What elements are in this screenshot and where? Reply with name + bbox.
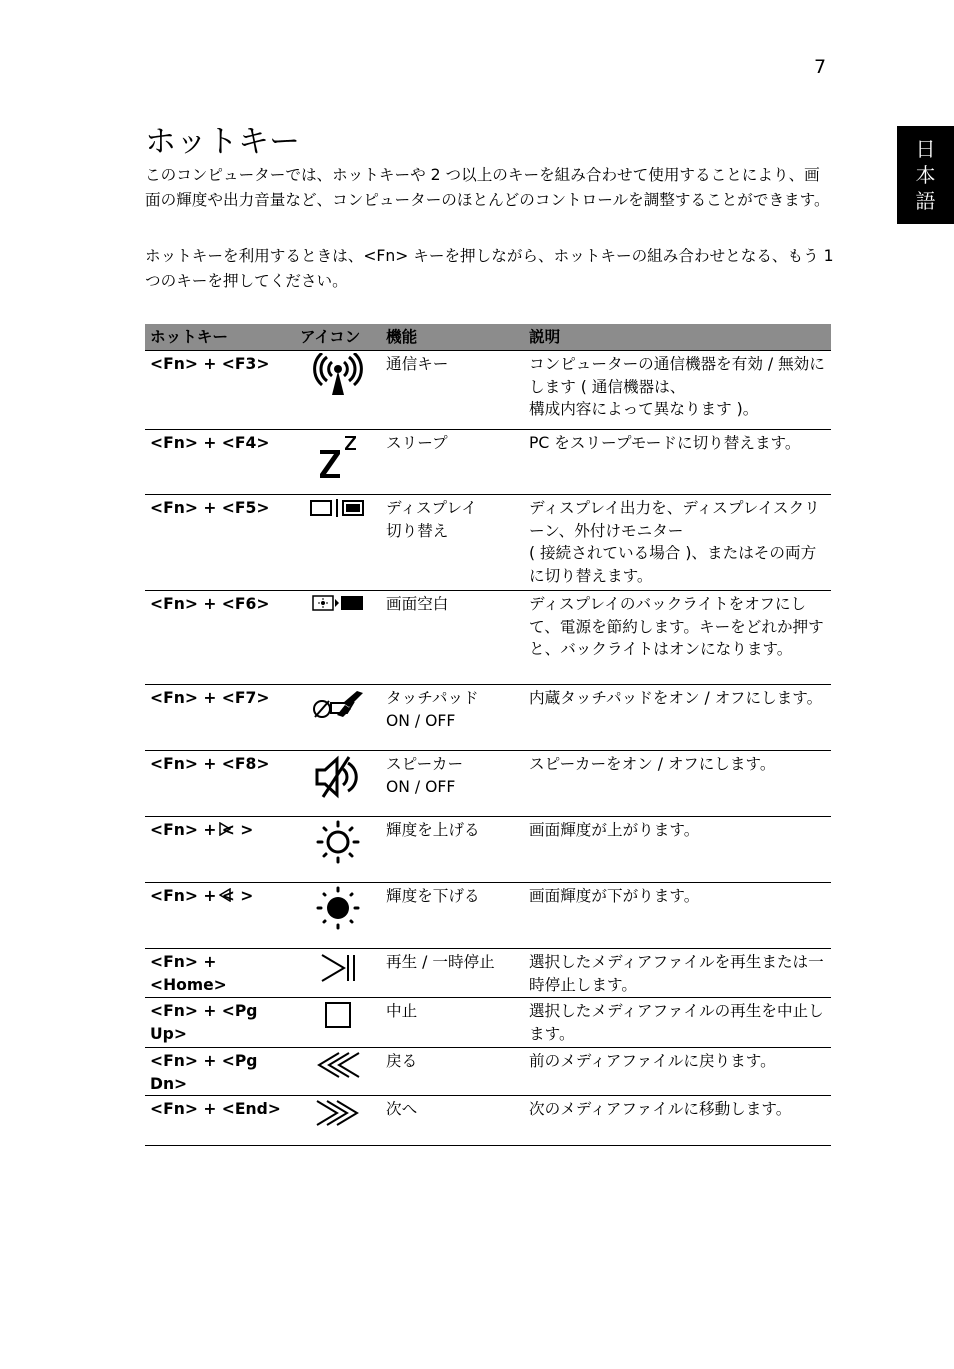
description-cell: ディスプレイのバックライトをオフにして、電源を節約します。キーをどれか押すと、バックライトはオンになります。 [524,591,831,685]
function-cell: 次へ [381,1096,524,1146]
hotkey-cell: <Fn> + <F8> [145,751,295,817]
table-row [145,685,831,751]
description-cell: 画面輝度が上がります。 [524,817,831,883]
function-cell: 中止 [381,998,524,1048]
function-cell: 戻る [381,1048,524,1096]
display-toggle-icon [309,497,367,519]
description-cell: スピーカーをオン / オフにします。 [524,751,831,817]
table-row [145,949,831,998]
table-row [145,1096,831,1146]
description-cell: ディスプレイ出力を、ディスプレイスクリーン、外付けモニター ( 接続されている場合 )、またはその両方に切り替えます。 [524,495,831,591]
table-row [145,495,831,591]
table-row [145,998,831,1048]
stop-icon [323,1000,353,1030]
function-cell: 輝度を上げる [381,817,524,883]
hotkey-cell: <Fn> + <F7> [145,685,295,751]
table-row [145,1048,831,1096]
description-cell: 前のメディアファイルに戻ります。 [524,1048,831,1096]
function-cell: ディスプレイ 切り替え [381,495,524,591]
function-cell: 画面空白 [381,591,524,685]
hotkey-cell: <Fn> + <Pg Up> [145,998,295,1048]
hotkey-cell: <Fn> + <F6> [145,591,295,685]
table-row [145,751,831,817]
speaker-toggle-icon [311,753,365,801]
function-cell: 再生 / 一時停止 [381,949,524,998]
page-title: ホットキー [145,124,300,160]
hotkey-table [145,324,831,1146]
language-tab-char: 日 [915,137,936,161]
description-cell: PC をスリープモードに切り替えます。 [524,430,831,495]
table-row [145,817,831,883]
function-cell: タッチパッド ON / OFF [381,685,524,751]
description-cell: 内蔵タッチパッドをオン / オフにします。 [524,685,831,751]
sleep-icon [315,432,361,480]
play-pause-icon [316,951,360,985]
previous-icon [315,1050,361,1080]
function-cell: 輝度を下げる [381,883,524,949]
table-row [145,591,831,685]
right-triangle-outline-icon [219,822,231,836]
table-header-row [145,324,831,351]
description-cell: コンピューターの通信機器を有効 / 無効にします ( 通信機器は、 構成内容によって異なります )。 [524,351,831,430]
function-cell: スリープ [381,430,524,495]
table-row [145,351,831,430]
table-row [145,430,831,495]
hotkey-cell: <Fn> + <Pg Dn> [145,1048,295,1096]
hotkey-cell: <Fn> + <Home> [145,949,295,998]
hotkey-cell: <Fn> + <F5> [145,495,295,591]
intro-paragraph: このコンピューターでは、ホットキーや 2 つ以上のキーを組み合わせて使用することにより、画面の輝度や出力音量など、コンピューターのほとんどのコントロールを調整することができます。 [145,166,830,209]
function-cell: スピーカー ON / OFF [381,751,524,817]
brightness-down-icon [314,885,362,931]
intro-paragraph: ホットキーを利用するときは、<Fn> キーを押しながら、ホットキーの組み合わせとなる、もう 1 つのキーを押してください。 [145,247,834,290]
function-cell: 通信キー [381,351,524,430]
description-cell: 選択したメディアファイルの再生を中止します。 [524,998,831,1048]
hotkey-cell: <Fn> + <End> [145,1096,295,1146]
header-description: 説明 [524,324,831,351]
screen-blank-icon [311,593,365,613]
language-tab-char: 語 [915,189,936,213]
wireless-communication-icon [309,353,367,397]
language-tab-char: 本 [915,163,936,187]
touchpad-toggle-icon [309,687,367,723]
hotkey-cell: <Fn> + <F3> [145,351,295,430]
description-cell: 次のメディアファイルに移動します。 [524,1096,831,1146]
next-icon [315,1098,361,1128]
hotkey-cell: <Fn> + <F4> [145,430,295,495]
description-cell: 画面輝度が下がります。 [524,883,831,949]
description-cell: 選択したメディアファイルを再生または一時停止します。 [524,949,831,998]
table-row [145,883,831,949]
header-hotkey: ホットキー [145,324,295,351]
header-icon: アイコン [295,324,381,351]
language-tab [897,126,954,224]
left-triangle-outline-icon [219,888,231,902]
hotkey-cell: <Fn> + < > [150,821,254,839]
brightness-up-icon [314,819,362,865]
hotkey-cell: <Fn> + < > [150,887,254,905]
page-number: 7 [814,56,827,78]
header-function: 機能 [381,324,524,351]
